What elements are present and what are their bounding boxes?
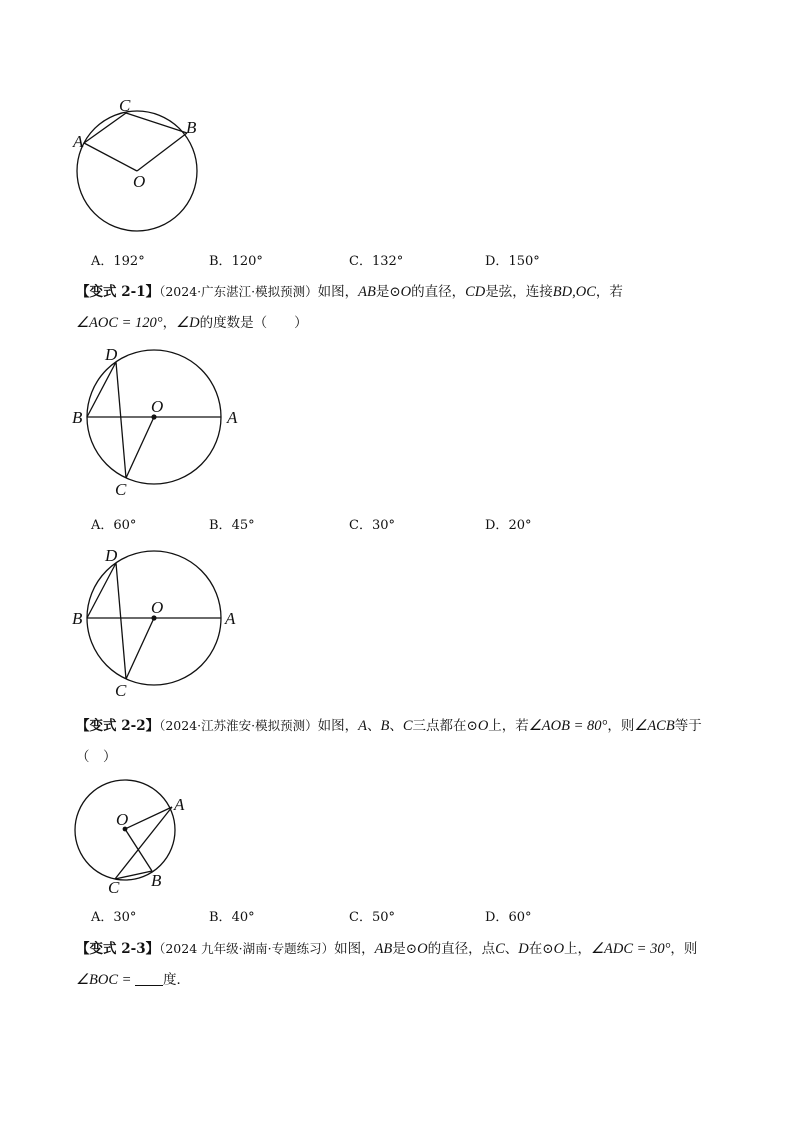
option-d[interactable]: D．60° [485,910,532,925]
label-b: B [72,609,83,628]
option-c[interactable]: C．30° [349,518,395,533]
option-a[interactable]: A．192° [91,254,145,269]
label-c: C [119,96,131,115]
angle-expression: ∠AOC = 120° [76,315,163,331]
question-source: （2024·江苏淮安·模拟预测） [159,718,318,733]
question-tag: 【变式 2-1】 [76,284,160,300]
label-c: C [115,480,127,499]
option-c[interactable]: C．50° [349,910,395,925]
question-2-3: 【变式 2-3】（2024 九年级·湖南·专题练习）如图，AB是⊙O的直径，点C、D在⊙O上，∠ADC = 30°，则 ∠BOC = 度． [76,941,698,988]
label-o: O [151,598,164,617]
segment-bd [87,563,116,618]
option-a[interactable]: A．60° [91,518,137,533]
chord-dc [116,362,126,478]
angle-expression: ∠AOB = 80° [528,718,608,734]
label-b: B [186,118,197,137]
segment-cb [126,113,187,133]
option-d[interactable]: D．150° [485,254,540,269]
answer-parens: （ ） [76,749,117,765]
label-a: A [73,132,84,151]
label-a: A [174,795,185,814]
segment-ac [84,113,126,143]
label-d: D [105,546,118,565]
label-o: O [133,172,146,191]
segment-oc [126,618,154,679]
label-o: O [116,810,129,829]
segment-bd [87,362,116,417]
option-a[interactable]: A．30° [91,910,137,925]
question-source: （2024·广东湛江·模拟预测） [159,284,318,299]
chord-dc [116,563,126,679]
option-d[interactable]: D．20° [485,518,532,533]
label-b: B [151,871,162,890]
option-b[interactable]: B．120° [209,254,263,269]
segment-oa [125,807,172,829]
label-a: A [225,609,236,628]
label-o: O [151,397,164,416]
segment-ao [84,143,137,171]
question-tag: 【变式 2-3】 [76,941,160,957]
angle-expression: ∠ADC = 30° [591,941,671,957]
question-source: （2024 九年级·湖南·专题练习） [159,941,335,956]
option-c[interactable]: C．132° [349,254,404,269]
label-c: C [115,681,127,700]
question-2-1: 【变式 2-1】（2024·广东湛江·模拟预测）如图，AB是⊙O的直径，CD是弦，连接BD,OC，若 ∠AOC = 120°，∠D的度数是（ ） [76,284,623,331]
label-c: C [108,878,120,897]
label-d: D [105,345,118,364]
options-row-1 [91,250,711,268]
label-a: A [227,408,238,427]
figure-1-circle-diagram [70,95,210,240]
question-2-2: 【变式 2-2】（2024·江苏淮安·模拟预测）如图，A、B、C三点都在⊙O上，若∠AOB = 80°，则∠ACB等于 （ ） [76,718,702,765]
option-b[interactable]: B．45° [209,518,255,533]
figure-2-circle-diagram [68,342,248,502]
option-b[interactable]: B．40° [209,910,255,925]
answer-blank[interactable] [135,971,163,986]
options-row-3 [91,906,711,924]
options-row-2 [91,514,711,532]
label-b: B [72,408,83,427]
figure-3-circle-diagram [68,543,248,703]
question-tag: 【变式 2-2】 [76,718,160,734]
figure-4-circle-diagram [66,778,206,898]
segment-oc [126,417,154,478]
segment-bo [137,133,187,171]
